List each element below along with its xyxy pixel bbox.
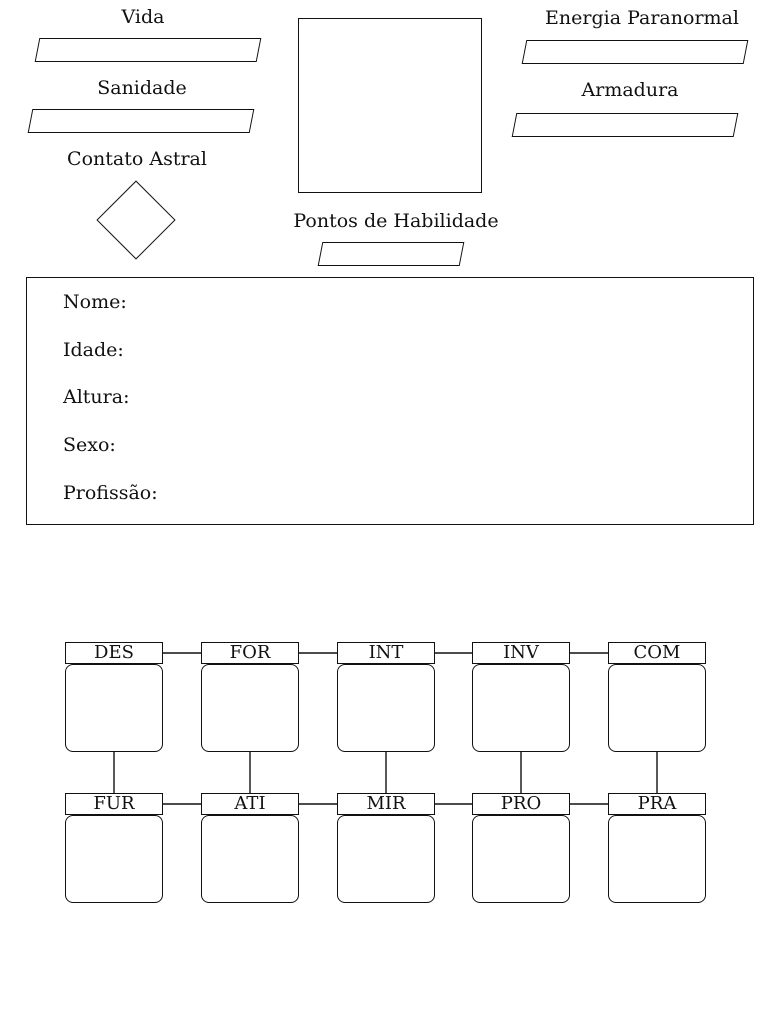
energia-paranormal-label: Energia Paranormal — [545, 7, 739, 29]
attr-label-com: COM — [608, 642, 706, 664]
attr-box-des[interactable] — [65, 664, 163, 752]
attr-box-int[interactable] — [337, 664, 435, 752]
attr-label-inv: INV — [472, 642, 570, 664]
altura-label: Altura: — [63, 386, 130, 408]
attr-box-inv[interactable] — [472, 664, 570, 752]
profissao-label: Profissão: — [63, 482, 158, 504]
sexo-label: Sexo: — [63, 434, 116, 456]
attr-label-fur: FUR — [65, 793, 163, 815]
vida-label: Vida — [121, 6, 165, 28]
idade-label: Idade: — [63, 339, 124, 361]
attr-label-mir: MIR — [337, 793, 435, 815]
attr-label-des: DES — [65, 642, 163, 664]
armadura-label: Armadura — [581, 79, 679, 101]
attr-box-for[interactable] — [201, 664, 299, 752]
attr-label-pra: PRA — [608, 793, 706, 815]
pontos-habilidade-label: Pontos de Habilidade — [293, 210, 499, 232]
attr-label-for: FOR — [201, 642, 299, 664]
attr-box-ati[interactable] — [201, 815, 299, 903]
attr-label-int: INT — [337, 642, 435, 664]
attr-label-pro: PRO — [472, 793, 570, 815]
contato-astral-label: Contato Astral — [67, 148, 207, 170]
attr-box-pro[interactable] — [472, 815, 570, 903]
sanidade-label: Sanidade — [97, 77, 187, 99]
attr-label-ati: ATI — [201, 793, 299, 815]
attr-box-mir[interactable] — [337, 815, 435, 903]
attr-box-com[interactable] — [608, 664, 706, 752]
nome-label: Nome: — [63, 291, 127, 313]
attr-box-pra[interactable] — [608, 815, 706, 903]
attr-box-fur[interactable] — [65, 815, 163, 903]
